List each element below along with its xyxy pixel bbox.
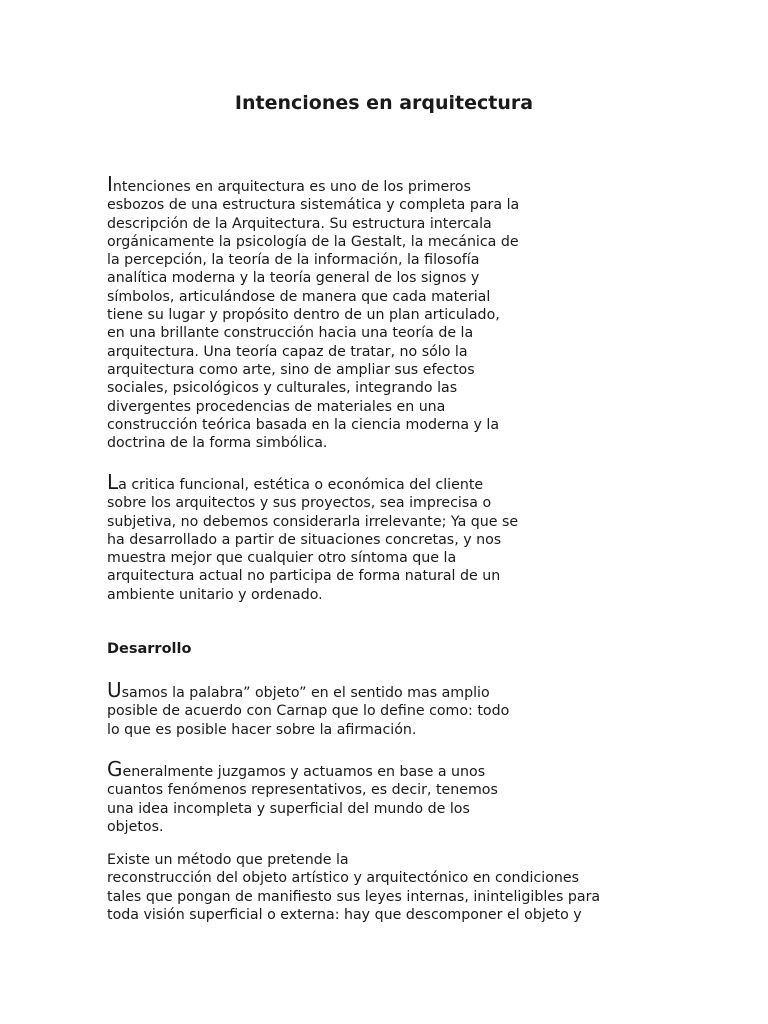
paragraph-line: tiene su lugar y propósito dentro de un plan articulado, [107, 307, 500, 324]
paragraph-line: toda visión superficial o externa: hay que descomponer el objeto y [107, 906, 582, 923]
paragraph-line: sociales, psicológicos y culturales, integrando las [107, 380, 458, 397]
paragraph-line: orgánicamente la psicología de la Gestalt, la mecánica de [107, 233, 519, 250]
paragraph-juzgamos [107, 757, 627, 836]
paragraph-line: Intenciones en arquitectura es uno de los primeros [107, 172, 471, 196]
paragraph-metodo [107, 851, 667, 924]
paragraph-line: cuantos fenómenos representativos, es decir, tenemos [107, 782, 498, 799]
paragraph-line: objetos. [107, 818, 164, 835]
paragraph-line: divergentes procedencias de materiales en una [107, 398, 446, 415]
document-title: Intenciones en arquitectura [234, 92, 534, 114]
paragraph-line: La critica funcional, estética o económica del cliente [107, 470, 484, 494]
paragraph-line: subjetiva, no debemos considerarla irrelevante; Ya que se [107, 513, 519, 530]
paragraph-line: arquitectura actual no participa de forma natural de un [107, 568, 501, 585]
paragraph-intro [107, 172, 627, 452]
paragraph-line: Existe un método que pretende la [107, 852, 349, 868]
initial-letter: G [107, 757, 123, 781]
paragraph-line: reconstrucción del objeto artístico y arquitectónico en condiciones [107, 870, 580, 887]
paragraph-line: símbolos, articulándose de manera que cada material [107, 288, 491, 305]
initial-letter: U [107, 678, 122, 702]
paragraph-line: posible de acuerdo con Carnap que lo define como: todo [107, 703, 510, 720]
paragraph-line: muestra mejor que cualquier otro síntoma que la [107, 550, 457, 567]
paragraph-line: sobre los arquitectos y sus proyectos, sea imprecisa o [107, 495, 492, 512]
initial-letter: I [107, 172, 113, 196]
paragraph-line: lo que es posible hacer sobre la afirmación. [107, 721, 417, 738]
paragraph-line: descripción de la Arquitectura. Su estructura intercala [107, 215, 492, 232]
section-heading: Desarrollo [107, 641, 192, 657]
paragraph-line: esbozos de una estructura sistemática y completa para la [107, 197, 520, 214]
paragraph-objeto [107, 678, 627, 739]
paragraph-line: ambiente unitario y ordenado. [107, 586, 323, 603]
paragraph-line: en una brillante construcción hacia una teoría de la [107, 325, 474, 342]
paragraph-line: doctrina de la forma simbólica. [107, 435, 328, 452]
paragraph-line: arquitectura. Una teoría capaz de tratar, no sólo la [107, 343, 468, 360]
paragraph-line: tales que pongan de manifiesto sus leyes internas, ininteligibles para [107, 888, 601, 905]
paragraph-line: Usamos la palabra” objeto” en el sentido mas amplio [107, 678, 490, 702]
paragraph-line: Generalmente juzgamos y actuamos en base a unos [107, 757, 486, 781]
paragraph-critique [107, 470, 627, 604]
paragraph-line: la percepción, la teoría de la información, la filosofía [107, 252, 480, 269]
paragraph-line: arquitectura como arte, sino de ampliar sus efectos [107, 361, 475, 378]
initial-letter: L [107, 470, 119, 494]
paragraph-line: ha desarrollado a partir de situaciones concretas, y nos [107, 531, 502, 548]
paragraph-line: analítica moderna y la teoría general de los signos y [107, 270, 480, 287]
paragraph-line: construcción teórica basada en la ciencia moderna y la [107, 416, 500, 433]
paragraph-line: una idea incompleta y superficial del mundo de los [107, 800, 470, 817]
